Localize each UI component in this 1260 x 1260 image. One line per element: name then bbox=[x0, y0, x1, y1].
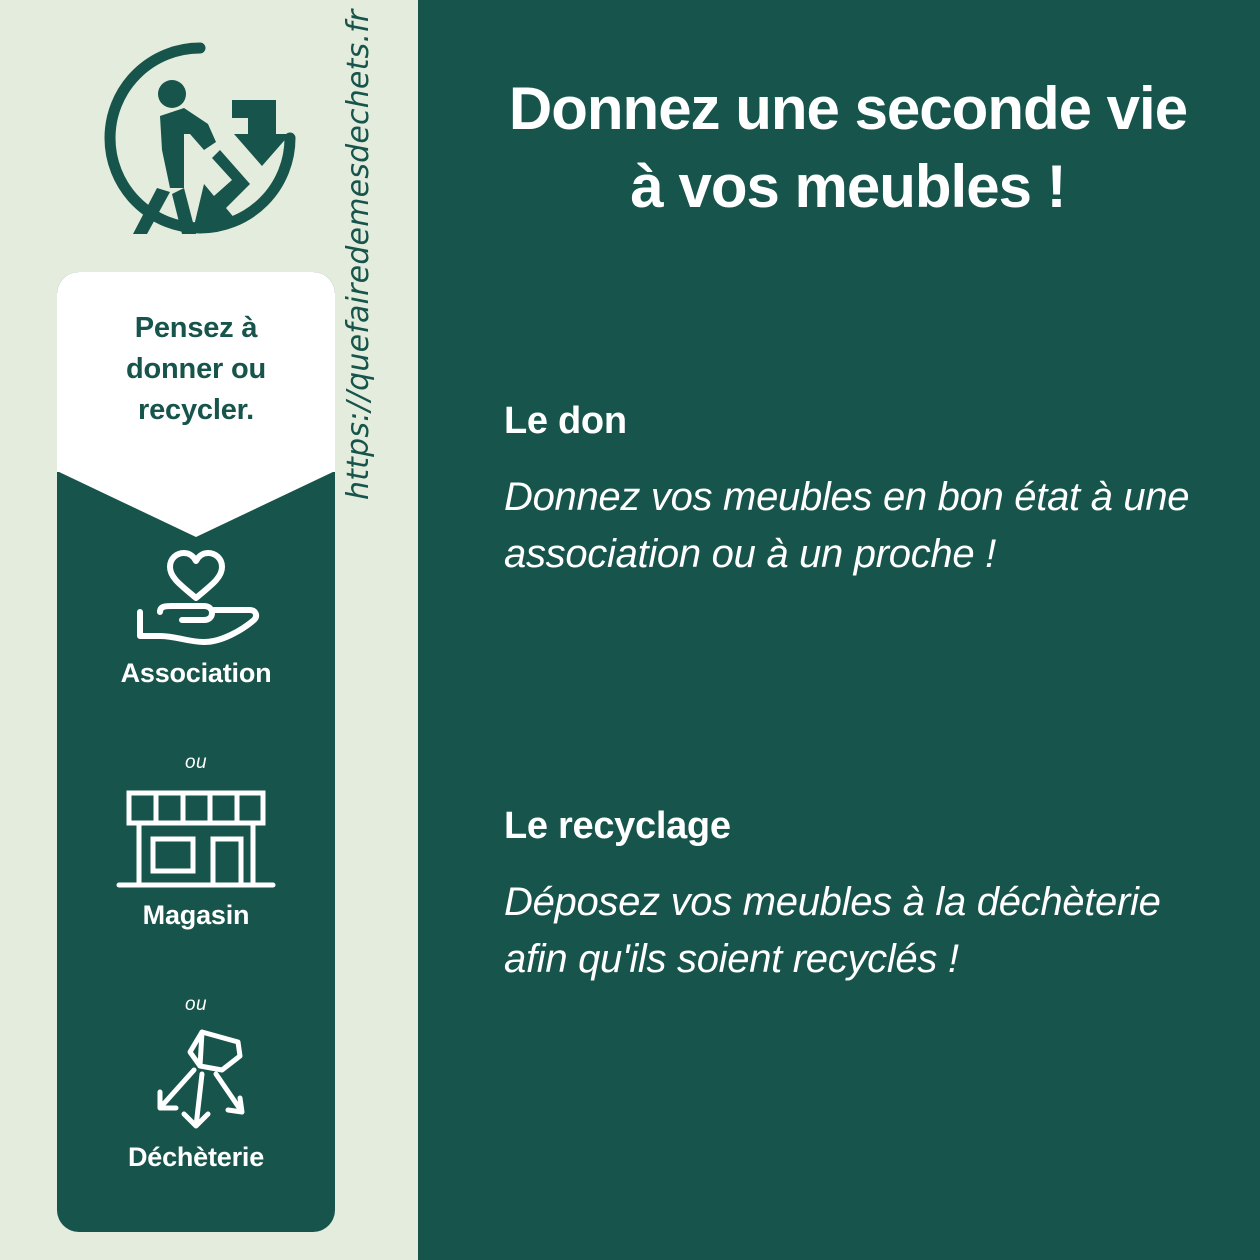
step-magasin bbox=[57, 790, 335, 931]
step-label-dechterie: Déchèterie bbox=[127, 1142, 265, 1172]
separator-ou-1: ou bbox=[185, 752, 207, 773]
section-le-recyclage bbox=[504, 805, 1214, 988]
callout-banner bbox=[57, 272, 335, 537]
separator-ou-2: ou bbox=[185, 994, 207, 1015]
shop-storefront-icon bbox=[57, 790, 335, 890]
recycling-center-icon bbox=[57, 1032, 335, 1132]
section-body-le-don: Donnez vos meubles en bon état à une association ou à un proche ! bbox=[504, 475, 1190, 576]
right-panel bbox=[418, 0, 1260, 1260]
hand-heart-icon bbox=[57, 548, 335, 648]
callout-tip bbox=[57, 471, 335, 537]
section-body-le-recyclage: Déposez vos meubles à la déchèterie afin qu'ils soient recyclés ! bbox=[504, 880, 1161, 981]
section-le-don bbox=[504, 400, 1214, 583]
page-title: Donnez une seconde vie à vos meubles ! bbox=[508, 75, 1188, 220]
recycling-person-logo bbox=[100, 38, 300, 238]
callout-text: Pensez à donner ou recycler. bbox=[126, 312, 266, 427]
step-label-magasin: Magasin bbox=[142, 900, 250, 930]
step-label-association: Association bbox=[120, 658, 272, 688]
step-dechterie bbox=[57, 1032, 335, 1173]
website-url[interactable]: https://quefairedemesdechets.fr bbox=[341, 9, 376, 500]
step-association bbox=[57, 548, 335, 689]
left-panel bbox=[0, 0, 418, 1260]
section-title-le-don: Le don bbox=[504, 400, 627, 442]
section-title-le-recyclage: Le recyclage bbox=[504, 805, 731, 847]
